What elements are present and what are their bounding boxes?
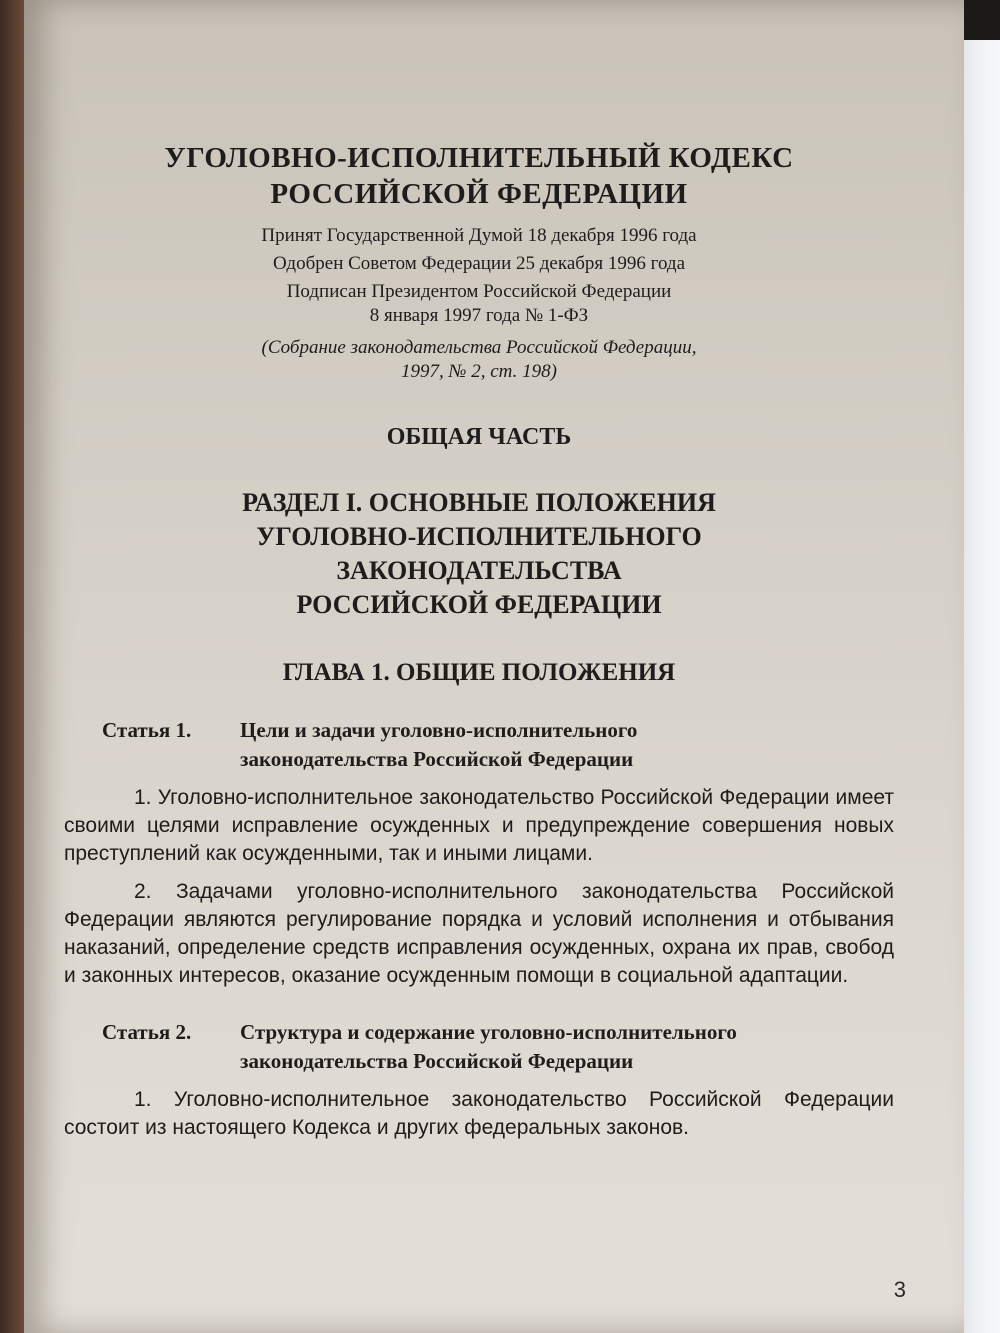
section-line-3: ЗАКОНОДАТЕЛЬСТВА [336,556,622,585]
approved-line: Одобрен Советом Федерации 25 декабря 1996 года [272,253,686,274]
article-2-number: Статья 2. [102,1020,192,1044]
section-line-1: РАЗДЕЛ I. ОСНОВНЫЕ ПОЛОЖЕНИЯ [242,488,716,517]
source-citation [64,336,894,384]
section-line-4: РОССИЙСКОЙ ФЕДЕРАЦИИ [296,590,662,619]
signed-line-2: 8 января 1997 года № 1-ФЗ [369,305,589,326]
page-content [64,140,894,1142]
article-1-heading [64,716,894,774]
article-1-paragraph-2: 2. Задачами уголовно-исполнительного законодательства Российской Федерации являются регулирование порядка и условий исполнения и отбывания наказаний, определение средств исправления осужденных, охрана их прав, свобод и законных интересов, оказание осужденным помощи в социальной адаптации. [64,880,894,987]
source-line-2: 1997, № 2, ст. 198) [401,361,557,382]
document-title [64,140,894,212]
page-number: 3 [893,1277,906,1302]
article-1-title-line-1: Цели и задачи уголовно-исполнительного [240,718,638,742]
article-1-title-line-2: законодательства Российской Федерации [240,747,634,771]
article-2-paragraph-1: 1. Уголовно-исполнительное законодательство Российской Федерации состоит из настоящего Кодекса и других федеральных законов. [64,1088,894,1139]
article-2-heading [64,1018,894,1076]
title-line-1: УГОЛОВНО-ИСПОЛНИТЕЛЬНЫЙ КОДЕКС [164,142,794,174]
source-line-1: (Собрание законодательства Российской Федерации, [261,337,697,358]
article-2-title [240,1018,894,1076]
book-page [24,0,964,1333]
section-heading [64,486,894,622]
section-line-2: УГОЛОВНО-ИСПОЛНИТЕЛЬНОГО [256,522,702,551]
adopted-line: Принят Государственной Думой 18 декабря 1996 года [261,225,697,246]
chapter-heading: ГЛАВА 1. ОБЩИЕ ПОЛОЖЕНИЯ [282,659,676,686]
signed-line-1: Подписан Президентом Российской Федерации [286,281,672,302]
article-1-paragraph-1: 1. Уголовно-исполнительное законодательство Российской Федерации имеет своими целями исправление осужденных и предупреждение совершения новых преступлений как осужденными, так и иными лицами. [64,786,894,865]
part-heading: ОБЩАЯ ЧАСТЬ [386,424,572,450]
article-1-title [240,716,894,774]
article-2-title-line-2: законодательства Российской Федерации [240,1049,634,1073]
article-1-number: Статья 1. [102,718,192,742]
article-2-title-line-1: Структура и содержание уголовно-исполнительного [240,1020,737,1044]
title-line-2: РОССИЙСКОЙ ФЕДЕРАЦИИ [270,178,688,210]
signed-block [64,280,894,328]
